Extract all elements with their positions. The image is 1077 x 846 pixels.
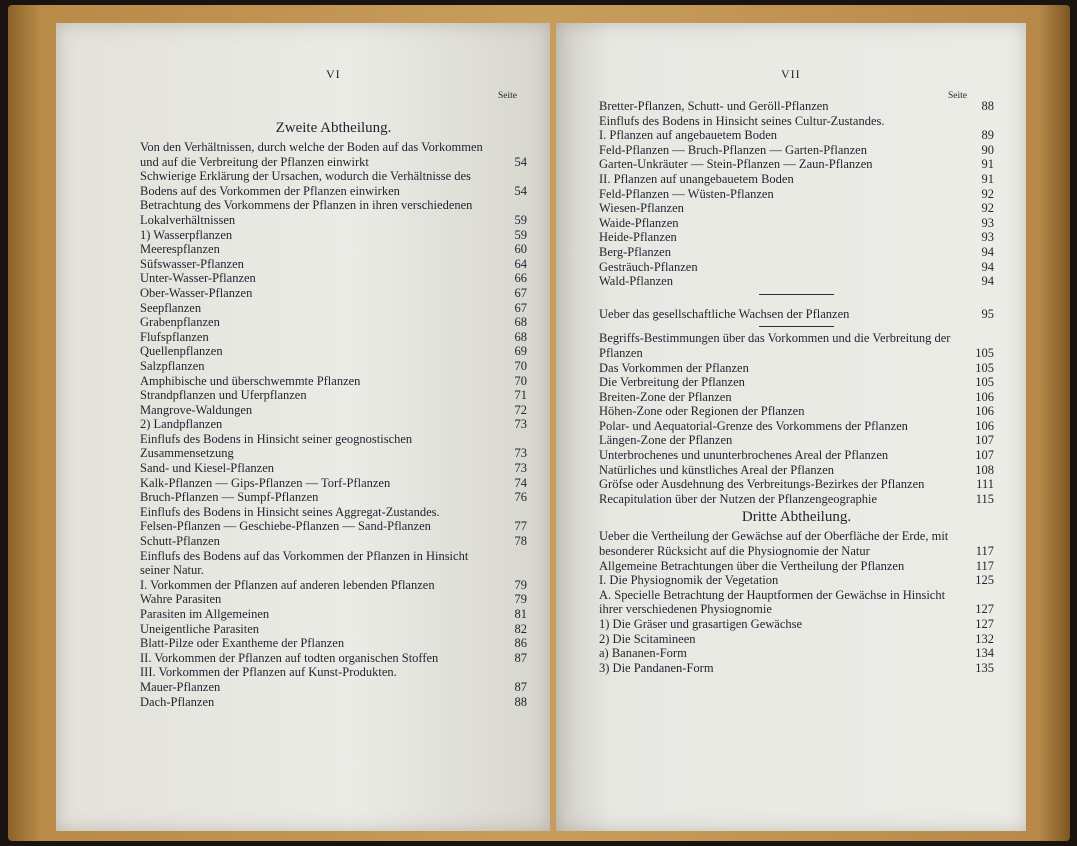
toc-entry <box>140 505 527 520</box>
toc-entry-page: 132 <box>975 631 994 646</box>
toc-entry-page: 92 <box>981 201 994 216</box>
toc-entry-page: 117 <box>975 558 994 573</box>
toc-entry-text: Garten-Unkräuter — Stein-Pflanzen — Zaun-Pflanzen <box>599 157 873 172</box>
toc-entry-text: Recapitulation über der Nutzen der Pflanzengeographie <box>599 491 878 506</box>
toc-entry-text: Bruch-Pflanzen — Sumpf-Pflanzen <box>140 490 319 505</box>
toc-entry <box>140 330 527 345</box>
toc-entry-text: Flufspflanzen <box>140 329 209 344</box>
section-heading: Zweite Abtheilung. <box>275 120 392 136</box>
left-page <box>56 23 550 831</box>
toc-entry-page: 54 <box>514 183 527 198</box>
toc-entry-page: 59 <box>514 212 527 227</box>
toc-entry <box>599 216 994 231</box>
spacer <box>599 299 994 307</box>
toc-entry-page: 77 <box>514 519 527 534</box>
toc-entry <box>599 375 994 390</box>
toc-entry-text: Die Verbreitung der Pflanzen <box>599 375 745 390</box>
toc-entry-text: Berg-Pflanzen <box>599 244 671 259</box>
toc-entry-text: Blatt-Pilze oder Exantheme der Pflanzen <box>140 636 345 651</box>
toc-entry-page: 95 <box>981 306 994 321</box>
toc-entries <box>599 99 994 289</box>
toc-entry-page: 88 <box>514 694 527 709</box>
toc-entry-page: 91 <box>981 157 994 172</box>
toc-entry-text: Polar- und Aequatorial-Grenze des Vorkommens der Pflanzen <box>599 418 908 433</box>
toc-entry-page: 106 <box>975 418 994 433</box>
toc-entry <box>140 286 527 301</box>
toc-entry-page: 67 <box>514 300 527 315</box>
toc-entry-text: Wiesen-Pflanzen <box>599 201 684 216</box>
divider <box>759 294 834 295</box>
toc-entry-text: Bretter-Pflanzen, Schutt- und Geröll-Pflanzen <box>599 99 829 113</box>
toc-entry <box>140 374 527 389</box>
toc-entry-page: 59 <box>514 227 527 242</box>
toc-entry-text: Gesträuch-Pflanzen <box>599 259 698 274</box>
toc-entry <box>599 661 994 676</box>
toc-entry-page: 90 <box>981 142 994 157</box>
toc-entry-page: 71 <box>514 388 527 403</box>
toc-entry-page: 105 <box>975 360 994 375</box>
toc-entry <box>140 432 527 461</box>
toc-entry-text: II. Vorkommen der Pflanzen auf todten organischen Stoffen <box>140 650 439 665</box>
toc-entry-text: Feld-Pflanzen — Bruch-Pflanzen — Garten-Pflanzen <box>599 142 867 157</box>
toc-entry <box>599 274 994 289</box>
divider <box>759 326 834 327</box>
toc-entry <box>599 492 994 507</box>
toc-entry-page: 94 <box>981 274 994 289</box>
toc-entry <box>599 617 994 632</box>
toc-entry-text: III. Vorkommen der Pflanzen auf Kunst-Produkten. <box>140 665 397 680</box>
toc-entry-page: 70 <box>514 358 527 373</box>
toc-entry <box>140 651 527 666</box>
toc-entry-text: a) Bananen-Form <box>599 646 687 661</box>
toc-entry <box>140 198 527 227</box>
toc-entry <box>140 242 527 257</box>
toc-entry-text: II. Pflanzen auf unangebauetem Boden <box>599 171 794 186</box>
toc-entry-page: 67 <box>514 285 527 300</box>
toc-entry <box>140 315 527 330</box>
toc-entry <box>599 390 994 405</box>
toc-entry-text: Begriffs-Bestimmungen über das Vorkommen und die Verbreitung der Pflanzen <box>599 331 951 360</box>
toc-entry <box>140 140 527 169</box>
toc-entry-text: Mangrove-Waldungen <box>140 402 253 417</box>
toc-entry-page: 73 <box>514 417 527 432</box>
toc-entry-text: Schutt-Pflanzen <box>140 534 220 549</box>
toc-entry-page: 68 <box>514 315 527 330</box>
toc-entry-text: Salzpflanzen <box>140 358 205 373</box>
toc-entry <box>140 359 527 374</box>
toc-entry-page: 108 <box>975 462 994 477</box>
page-number: VII <box>781 67 801 81</box>
toc-entry <box>140 607 527 622</box>
toc-entry <box>140 549 527 578</box>
toc-entry <box>140 695 527 710</box>
toc-entry <box>599 307 994 322</box>
toc-entry <box>140 622 527 637</box>
toc-entry-page: 79 <box>514 577 527 592</box>
toc-entry <box>599 529 994 558</box>
toc-entry <box>140 403 527 418</box>
toc-entry-text: Ueber die Vertheilung der Gewächse auf der Oberfläche der Erde, mit besonderer Rücksicht auf die Physiognomie der Natur <box>599 529 949 559</box>
seite-label: Seite <box>948 91 967 101</box>
toc-entry-text: Kalk-Pflanzen — Gips-Pflanzen — Torf-Pflanzen <box>140 475 391 490</box>
toc-entry <box>140 578 527 593</box>
book <box>8 5 1070 841</box>
toc-entry-text: Sand- und Kiesel-Pflanzen <box>140 461 274 476</box>
toc-entry <box>599 433 994 448</box>
toc-entry <box>599 632 994 647</box>
toc-entry <box>599 419 994 434</box>
toc-entry-text: Höhen-Zone oder Regionen der Pflanzen <box>599 404 805 419</box>
toc-entry-page: 91 <box>981 171 994 186</box>
toc-entry-text: Schwierige Erklärung der Ursachen, wodurch die Verhältnisse des Bodens auf des Vorkommen der Pflanzen einwirken <box>140 169 471 198</box>
toc-entry <box>140 680 527 695</box>
toc-entry-page: 127 <box>975 602 994 617</box>
toc-entry-page: 78 <box>514 534 527 549</box>
toc-entry <box>140 490 527 505</box>
toc-entry <box>140 534 527 549</box>
toc-entry <box>599 143 994 158</box>
toc-entry-text: Betrachtung des Vorkommens der Pflanzen in ihren verschiedenen Lokalverhältnissen <box>140 198 473 227</box>
toc-entry-page: 87 <box>514 679 527 694</box>
toc-entry-text: Von den Verhältnissen, durch welche der Boden auf das Vorkommen und auf die Verbreitung der Pflanzen einwirkt <box>140 140 483 169</box>
toc-entry <box>140 388 527 403</box>
toc-entry <box>599 331 994 360</box>
toc-entry <box>140 271 527 286</box>
toc-entry-page: 68 <box>514 329 527 344</box>
toc-entry-text: Felsen-Pflanzen — Geschiebe-Pflanzen — Sand-Pflanzen <box>140 519 431 534</box>
toc-entry-text: Dach-Pflanzen <box>140 694 215 709</box>
toc-entry <box>599 230 994 245</box>
toc-list <box>140 99 527 709</box>
toc-entry <box>140 476 527 491</box>
toc-entry <box>140 301 527 316</box>
toc-entry-text: Grabenpflanzen <box>140 315 220 330</box>
toc-entry <box>599 448 994 463</box>
toc-entry-text: Wald-Pflanzen <box>599 274 673 289</box>
toc-entry-page: 76 <box>514 490 527 505</box>
toc-entry-page: 79 <box>514 592 527 607</box>
toc-entry-text: Quellenpflanzen <box>140 344 223 359</box>
toc-entry <box>599 463 994 478</box>
toc-entry <box>599 573 994 588</box>
toc-entries <box>599 307 994 322</box>
toc-entry-text: Strandpflanzen und Uferpflanzen <box>140 388 307 403</box>
toc-entry-text: Seepflanzen <box>140 300 202 315</box>
toc-entry-text: Wahre Parasiten <box>140 592 222 607</box>
toc-entry <box>140 592 527 607</box>
toc-entry <box>140 461 527 476</box>
toc-entry <box>599 99 994 114</box>
toc-entry-page: 92 <box>981 186 994 201</box>
toc-entry-text: 3) Die Pandanen-Form <box>599 660 714 675</box>
toc-entry-page: 93 <box>981 215 994 230</box>
toc-entry <box>140 228 527 243</box>
toc-entry-page: 117 <box>975 544 994 559</box>
toc-entry-page: 66 <box>514 271 527 286</box>
toc-entry-page: 115 <box>975 491 994 506</box>
toc-entries <box>140 140 527 709</box>
toc-entry <box>599 114 994 129</box>
toc-entry-text: Allgemeine Betrachtungen über die Vertheilung der Pflanzen <box>599 558 905 573</box>
right-page <box>556 23 1026 831</box>
toc-entry-text: 1) Wasserpflanzen <box>140 227 233 242</box>
toc-entry-page: 60 <box>514 242 527 257</box>
toc-entry-text: I. Die Physiognomik der Vegetation <box>599 573 779 588</box>
toc-entry <box>599 588 994 617</box>
toc-list <box>599 99 994 675</box>
toc-entry <box>599 201 994 216</box>
toc-entry-text: Das Vorkommen der Pflanzen <box>599 360 749 375</box>
toc-entry-page: 105 <box>975 375 994 390</box>
toc-entry-text: Ueber das gesellschaftliche Wachsen der Pflanzen <box>599 306 850 321</box>
toc-entry-page: 127 <box>975 617 994 631</box>
toc-entry-page: 69 <box>514 344 527 359</box>
toc-entry-text: I. Pflanzen auf angebauetem Boden <box>599 128 778 143</box>
toc-entry <box>599 646 994 661</box>
section-heading: Dritte Abtheilung. <box>741 509 852 526</box>
toc-entry-page: 135 <box>975 660 994 675</box>
toc-entry-page: 106 <box>975 404 994 419</box>
toc-entry-text: Süfswasser-Pflanzen <box>140 256 244 271</box>
toc-entry-page: 72 <box>514 402 527 417</box>
toc-entry-text: Unterbrochenes und ununterbrochenes Areal der Pflanzen <box>599 448 889 463</box>
toc-entry <box>140 169 527 198</box>
toc-entry <box>599 404 994 419</box>
toc-entry-page: 86 <box>514 636 527 651</box>
page-number: VI <box>326 67 341 81</box>
toc-entry-text: Parasiten im Allgemeinen <box>140 607 270 621</box>
toc-entry-page: 64 <box>514 256 527 271</box>
toc-entry-page: 88 <box>981 99 994 113</box>
toc-entry-page: 82 <box>514 621 527 636</box>
toc-entry-page: 94 <box>981 244 994 259</box>
toc-entry-text: Amphibische und überschwemmte Pflanzen <box>140 373 361 388</box>
toc-entry-page: 107 <box>975 448 994 463</box>
toc-entry-text: Mauer-Pflanzen <box>140 679 221 694</box>
toc-entry-page: 73 <box>514 446 527 461</box>
toc-entry-text: Längen-Zone der Pflanzen <box>599 433 733 448</box>
toc-entry-text: Waide-Pflanzen <box>599 215 679 230</box>
toc-entry-page: 125 <box>975 573 994 588</box>
seite-label: Seite <box>498 91 517 101</box>
toc-entry-page: 106 <box>975 389 994 404</box>
toc-entry-text: Einflufs des Bodens auf das Vorkommen der Pflanzen in Hinsicht seiner Natur. <box>140 548 469 578</box>
toc-entry <box>599 245 994 260</box>
toc-entry-text: Einflufs des Bodens in Hinsicht seiner geognostischen Zusammensetzung <box>140 431 413 461</box>
toc-entry-page: 81 <box>514 607 527 621</box>
toc-entries <box>599 529 994 675</box>
toc-entry <box>140 417 527 432</box>
toc-entry-text: Breiten-Zone der Pflanzen <box>599 389 732 404</box>
toc-entry-text: Natürliches und künstliches Areal der Pflanzen <box>599 462 834 477</box>
toc-entry-text: Ober-Wasser-Pflanzen <box>140 285 253 300</box>
toc-entry-page: 111 <box>976 477 994 492</box>
toc-entry-page: 105 <box>975 345 994 360</box>
toc-entry-page: 94 <box>981 259 994 274</box>
toc-entries <box>599 331 994 506</box>
toc-entry-page: 54 <box>514 154 527 169</box>
toc-entry <box>140 257 527 272</box>
toc-entry-page: 89 <box>981 128 994 143</box>
toc-entry <box>140 344 527 359</box>
toc-entry-page: 73 <box>514 461 527 476</box>
toc-entry <box>599 361 994 376</box>
toc-entry-text: Meerespflanzen <box>140 242 220 257</box>
toc-entry-text: Uneigentliche Parasiten <box>140 621 260 636</box>
toc-entry <box>599 172 994 187</box>
toc-entry-page: 87 <box>514 650 527 665</box>
toc-entry <box>599 559 994 574</box>
toc-entry-text: Unter-Wasser-Pflanzen <box>140 271 256 286</box>
toc-entry-text: Feld-Pflanzen — Wüsten-Pflanzen <box>599 186 774 201</box>
toc-entry-text: 2) Die Scitamineen <box>599 631 696 646</box>
toc-entry <box>140 519 527 534</box>
toc-entry <box>599 260 994 275</box>
toc-entry <box>599 157 994 172</box>
toc-entry-text: 2) Landpflanzen <box>140 417 223 432</box>
toc-entry <box>140 665 527 680</box>
toc-entry-page: 74 <box>514 475 527 490</box>
toc-entry-text: I. Vorkommen der Pflanzen auf anderen lebenden Pflanzen <box>140 577 435 592</box>
toc-entry-text: 1) Die Gräser und grasartigen Gewächse <box>599 617 803 631</box>
toc-entry-text: Heide-Pflanzen <box>599 230 677 245</box>
toc-entry <box>599 187 994 202</box>
toc-entry-text: Einflufs des Bodens in Hinsicht seines Cultur-Zustandes. <box>599 113 885 128</box>
toc-entry <box>140 636 527 651</box>
toc-entry <box>599 477 994 492</box>
toc-entry-text: A. Specielle Betrachtung der Hauptformen der Gewächse in Hinsicht ihrer verschiedenen Physiognomie <box>599 587 946 617</box>
toc-entry <box>599 128 994 143</box>
toc-entry-page: 70 <box>514 373 527 388</box>
toc-entry-text: Gröfse oder Ausdehnung des Verbreitungs-Bezirkes der Pflanzen <box>599 477 925 492</box>
toc-entry-text: Einflufs des Bodens in Hinsicht seines Aggregat-Zustandes. <box>140 504 440 519</box>
toc-entry-page: 93 <box>981 230 994 245</box>
toc-entry-page: 107 <box>975 433 994 448</box>
toc-entry-page: 134 <box>975 646 994 661</box>
